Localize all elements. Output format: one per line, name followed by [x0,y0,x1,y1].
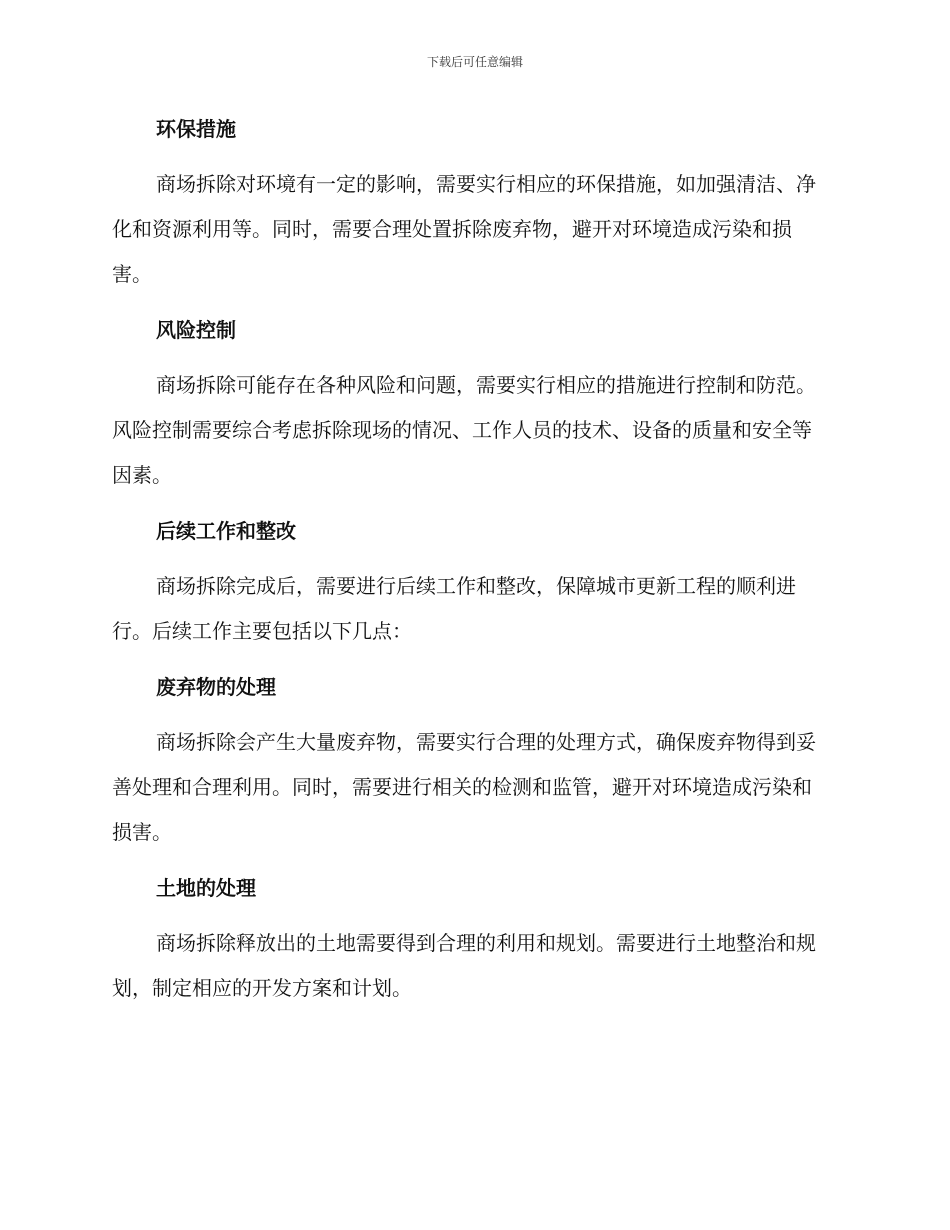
section-heading-risk-control: 风险控制 [156,318,236,342]
section-heading-land: 土地的处理 [156,876,256,900]
section-paragraph-risk-control: 商场拆除可能存在各种风险和问题，需要实行相应的措施进行控制和防范。风险控制需要综合考虑拆除现场的情况、工作人员的技术、设备的质量和安全等因素。 [112,373,816,487]
section-paragraph-environmental: 商场拆除对环境有一定的影响，需要实行相应的环保措施，如加强清洁、净化和资源利用等。同时，需要合理处置拆除废弃物，避开对环境造成污染和损害。 [112,172,816,286]
page-header: 下载后可任意编辑 [426,55,523,69]
section-heading-waste: 废弃物的处理 [156,675,276,699]
section-heading-environmental: 环保措施 [156,117,236,141]
section-paragraph-waste: 商场拆除会产生大量废弃物，需要实行合理的处理方式，确保废弃物得到妥善处理和合理利用。同时，需要进行相关的检测和监管，避开对环境造成污染和损害。 [112,730,816,844]
document-body [112,112,830,1011]
section-heading-follow-up: 后续工作和整改 [156,519,296,543]
section-paragraph-follow-up: 商场拆除完成后，需要进行后续工作和整改，保障城市更新工程的顺利进行。后续工作主要包括以下几点： [112,574,796,643]
section-paragraph-land: 商场拆除释放出的土地需要得到合理的利用和规划。需要进行土地整治和规划，制定相应的开发方案和计划。 [112,931,816,1000]
